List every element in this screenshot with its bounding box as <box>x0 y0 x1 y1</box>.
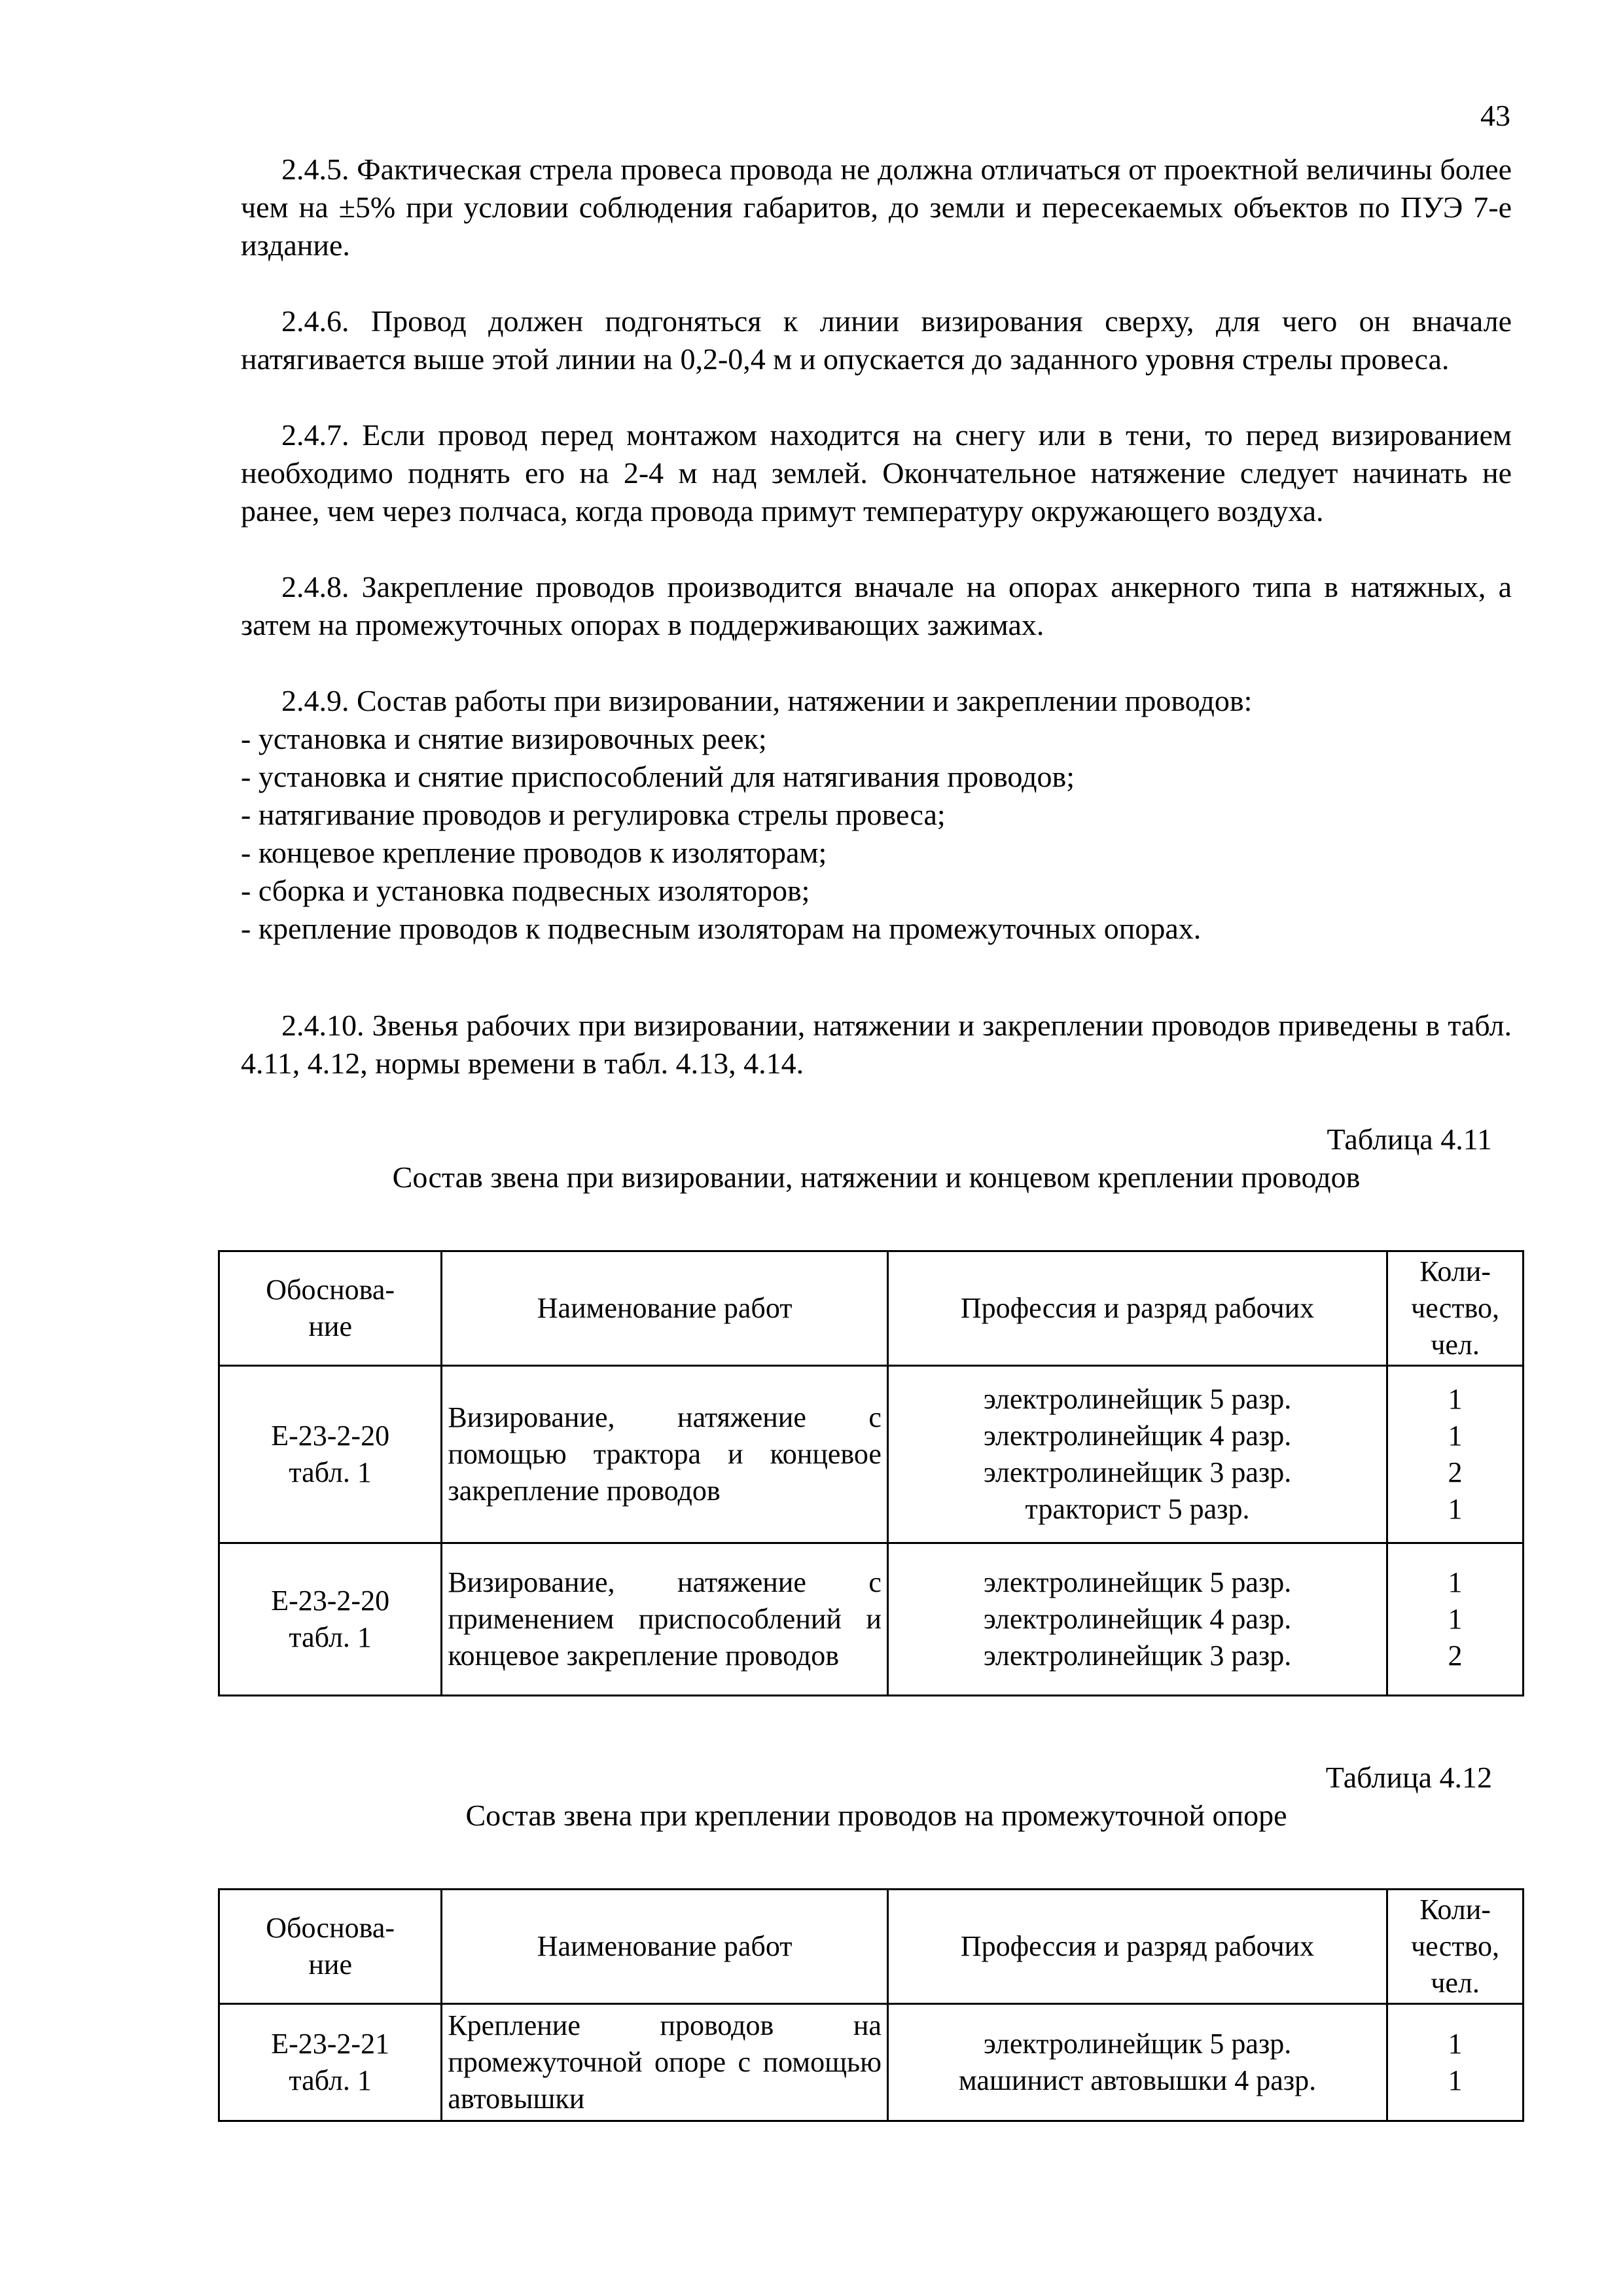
header-profession: Профессия и разряд рабочих <box>887 1251 1387 1366</box>
header-quantity: Коли- чество, чел. <box>1387 1251 1524 1366</box>
header-work-name: Наименование работ <box>442 1251 888 1366</box>
quantity-cell: 1 1 2 <box>1387 1543 1524 1696</box>
header-basis: Обоснова- ние <box>219 1890 442 2004</box>
list-item: - концевое крепление проводов к изоляторам; <box>241 836 827 869</box>
work-name-cell: Крепление проводов на промежуточной опоре с помощью автовышки <box>442 2004 888 2121</box>
profession-cell: электролинейщик 5 разр. электролинейщик 4 разр. электролинейщик 3 разр. <box>887 1543 1387 1696</box>
table-row <box>219 1366 1524 1543</box>
table-4-12 <box>218 1888 1524 2122</box>
basis-cell: Е-23-2-20 табл. 1 <box>219 1366 442 1543</box>
list-item: - установка и снятие приспособлений для натягивания проводов; <box>241 760 1075 793</box>
quantity-cell: 1 1 2 1 <box>1387 1366 1524 1543</box>
profession-cell: электролинейщик 5 разр. машинист автовышки 4 разр. <box>887 2004 1387 2121</box>
paragraph-text: 2.4.10. Звенья рабочих при визировании, натяжении и закреплении проводов приведены в табл. 4.11, 4.12, нормы времени в табл. 4.13, 4.14. <box>241 1009 1512 1080</box>
quantity-cell: 1 1 <box>1387 2004 1524 2121</box>
table-4-12-number: Таблица 4.12 <box>1325 1761 1492 1794</box>
header-basis: Обоснова- ние <box>219 1251 442 1366</box>
paragraph-text: 2.4.8. Закрепление проводов производится вначале на опорах анкерного типа в натяжных, а затем на промежуточных опорах в поддерживающих зажимах. <box>241 570 1512 641</box>
page-number: 43 <box>1480 99 1510 132</box>
header-profession: Профессия и разряд рабочих <box>887 1890 1387 2004</box>
paragraph-2-4-7 <box>241 416 1512 530</box>
work-composition-section <box>241 682 1512 948</box>
list-item: - натягивание проводов и регулировка стрелы провеса; <box>241 798 946 831</box>
document-body <box>241 151 1512 2122</box>
header-quantity: Коли- чество, чел. <box>1387 1890 1524 2004</box>
table-4-11 <box>218 1250 1524 1696</box>
list-item: - установка и снятие визировочных реек; <box>241 722 767 755</box>
table-row <box>219 2004 1524 2121</box>
paragraph-2-4-10 <box>241 1007 1512 1083</box>
spacer <box>241 1696 1512 1759</box>
list-item: - сборка и установка подвесных изоляторов; <box>241 874 810 907</box>
basis-cell: Е-23-2-21 табл. 1 <box>219 2004 442 2121</box>
header-work-name: Наименование работ <box>442 1890 888 2004</box>
list-item: - крепление проводов к подвесным изоляторам на промежуточных опорах. <box>241 912 1202 945</box>
work-composition-list <box>241 720 1512 948</box>
table-row <box>219 1543 1524 1696</box>
paragraph-2-4-8 <box>241 568 1512 644</box>
work-name-cell: Визирование, натяжение с применением приспособлений и концевое закрепление проводов <box>442 1543 888 1696</box>
paragraph-2-4-6 <box>241 302 1512 378</box>
table-header-row <box>219 1251 1524 1366</box>
profession-cell: электролинейщик 5 разр. электролинейщик 4 разр. электролинейщик 3 разр. тракторист 5 разр. <box>887 1366 1387 1543</box>
work-composition-heading: 2.4.9. Состав работы при визировании, натяжении и закреплении проводов: <box>281 684 1253 717</box>
paragraph-2-4-5 <box>241 151 1512 264</box>
table-4-11-title: Состав звена при визировании, натяжении и концевом креплении проводов <box>392 1160 1361 1194</box>
paragraph-text: 2.4.5. Фактическая стрела провеса провода не должна отличаться от проектной величины более чем на ±5% при условии соблюдения габаритов, до земли и пересекаемых объектов по ПУЭ 7-е издание. <box>241 152 1512 262</box>
work-name-cell: Визирование, натяжение с помощью трактора и концевое закрепление проводов <box>442 1366 888 1543</box>
basis-cell: Е-23-2-20 табл. 1 <box>219 1543 442 1696</box>
paragraph-text: 2.4.6. Провод должен подгоняться к линии визирования сверху, для чего он вначале натягивается выше этой линии на 0,2-0,4 м и опускается до заданного уровня стрелы провеса. <box>241 304 1512 376</box>
table-4-11-number: Таблица 4.11 <box>1327 1122 1492 1156</box>
paragraph-text: 2.4.7. Если провод перед монтажом находится на снегу или в тени, то перед визированием необходимо поднять его на 2-4 м над землей. Окончательное натяжение следует начинать не ранее, чем через полчаса, когда провода примут температуру окружающего воздуха. <box>241 418 1512 528</box>
table-4-12-title: Состав звена при креплении проводов на промежуточной опоре <box>465 1799 1287 1832</box>
table-header-row <box>219 1890 1524 2004</box>
